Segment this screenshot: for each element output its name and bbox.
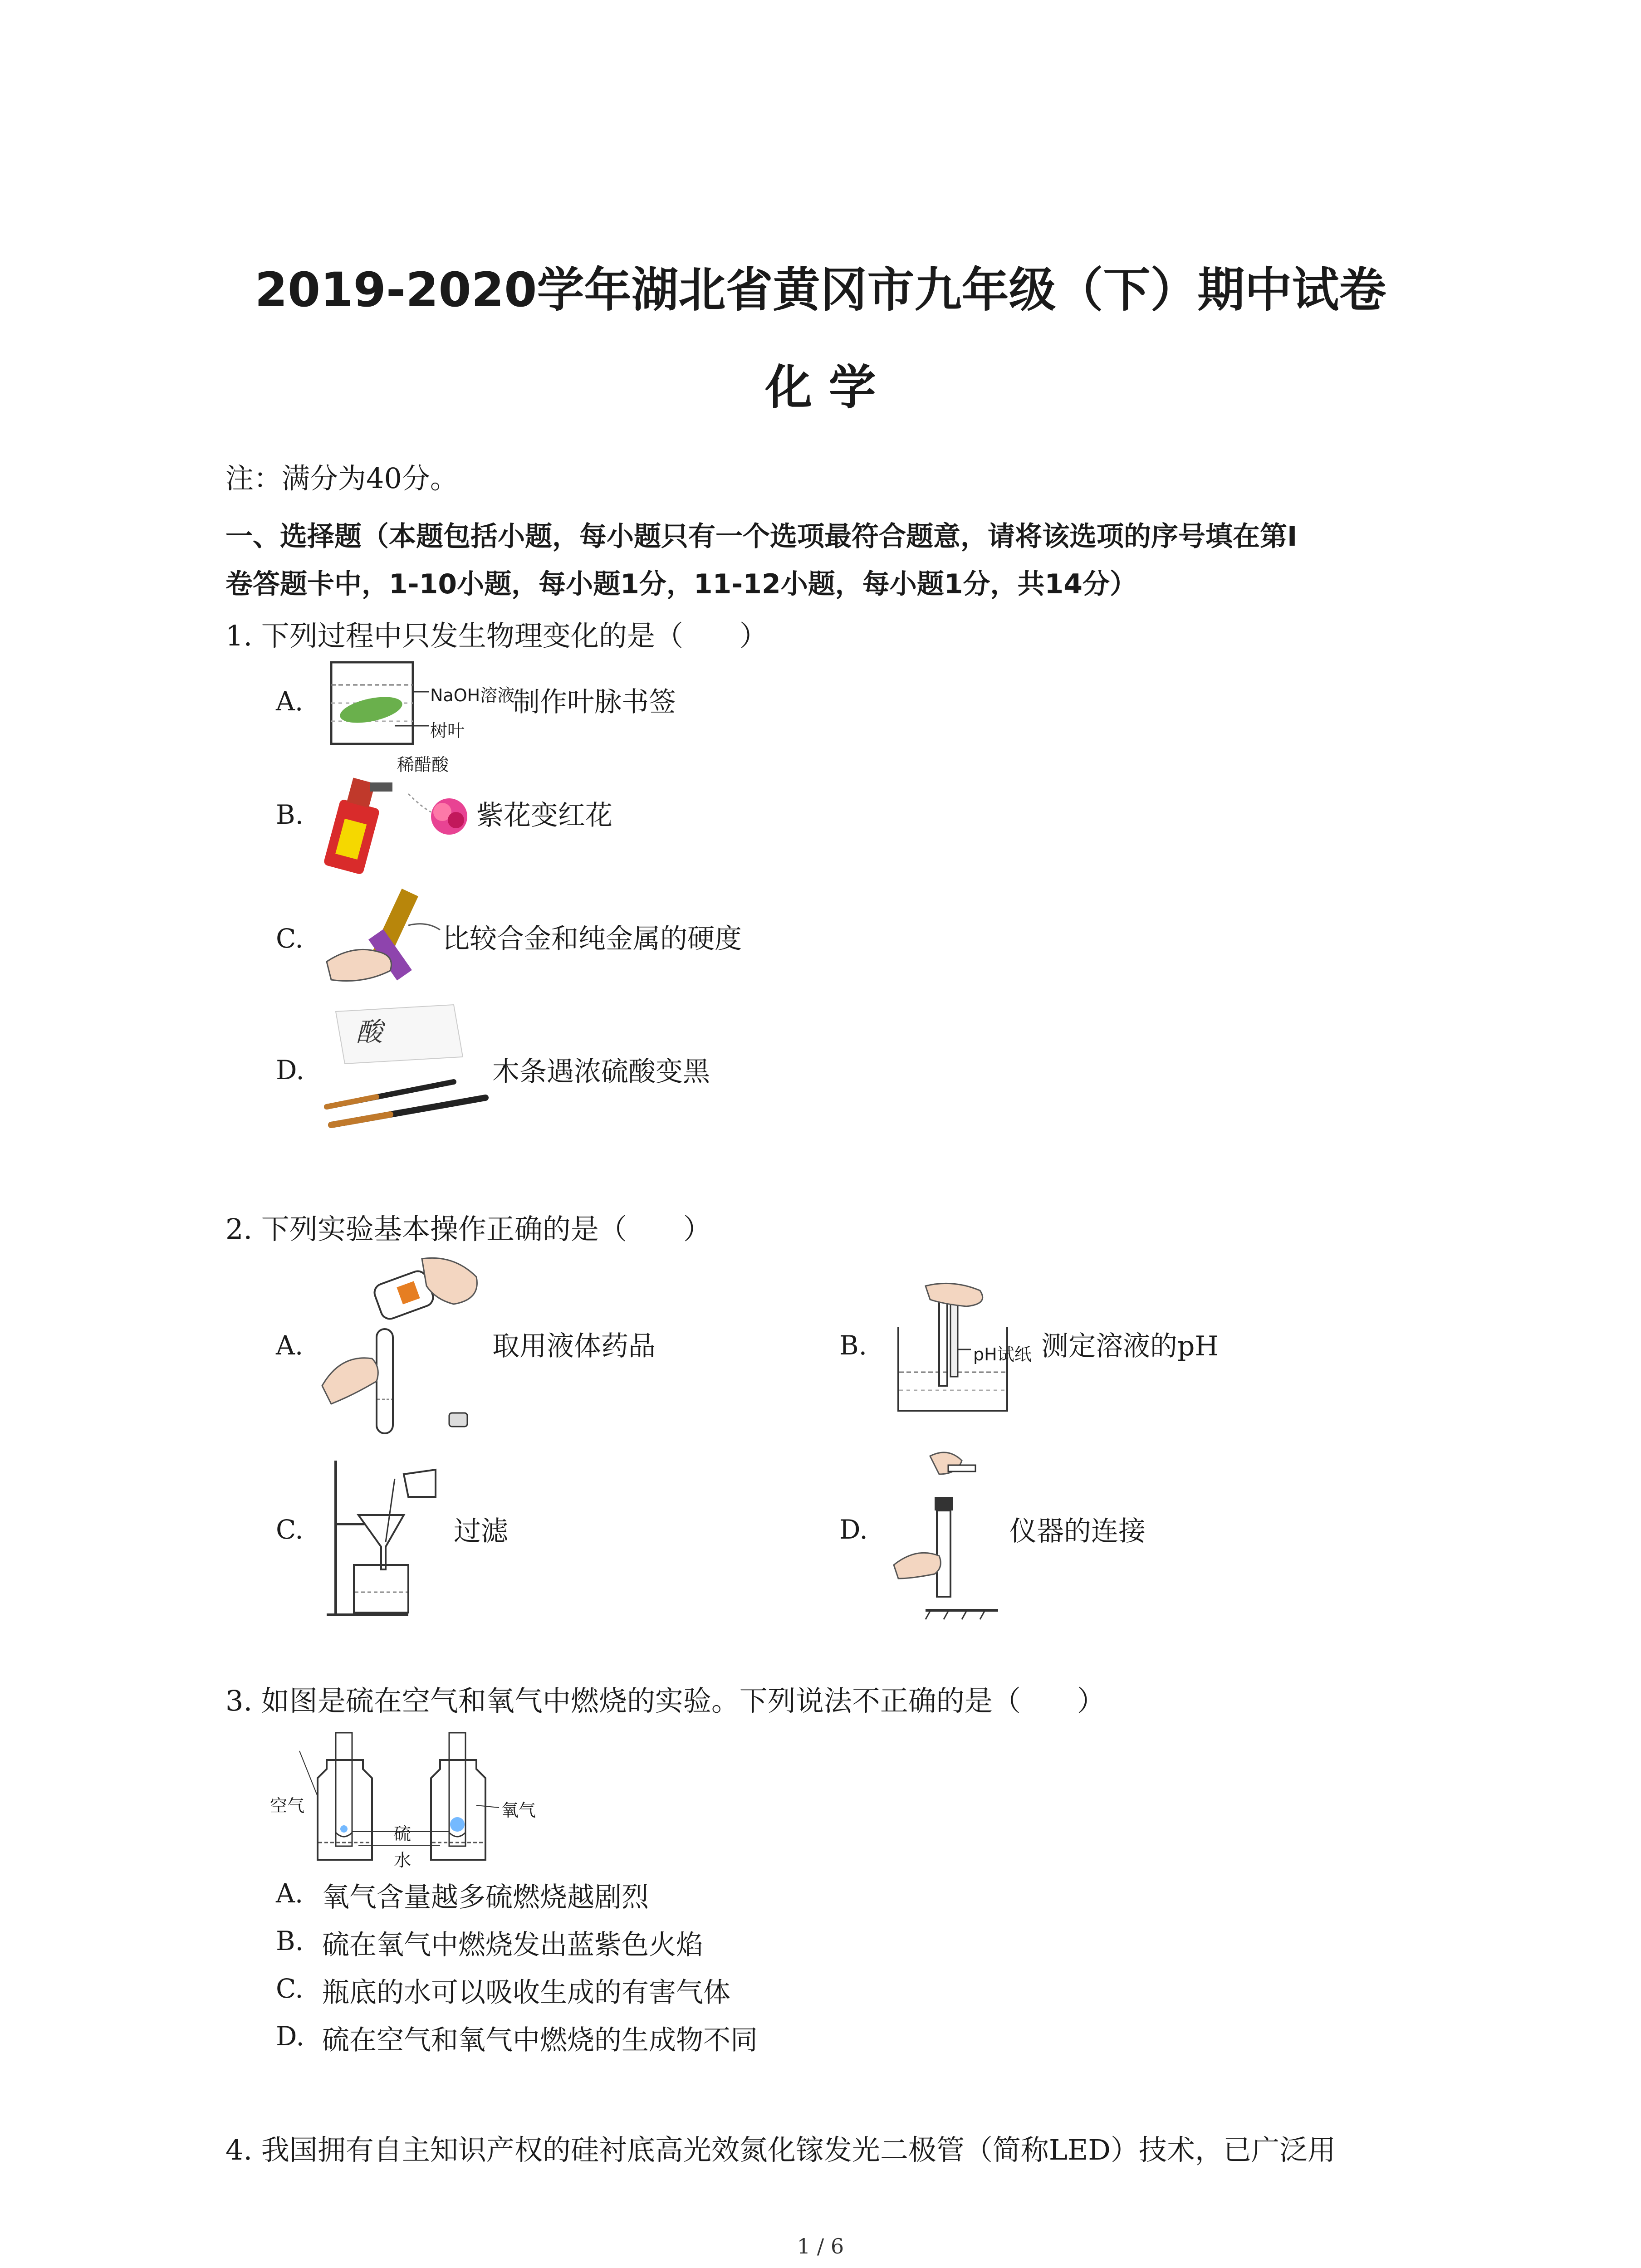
q1-option-a-text: 制作叶脉书签 — [513, 686, 676, 718]
q3-option-a-letter: A. — [276, 1878, 304, 1909]
question-1-stem: 1. 下列过程中只发生物理变化的是（ ） — [225, 619, 768, 652]
q1-option-d-letter: D. — [276, 1055, 304, 1085]
q2-option-a-letter: A. — [276, 1330, 304, 1361]
question-4-stem: 4. 我国拥有自主知识产权的硅衬底高光效氮化镓发光二极管（简称LED）技术，已广泛用 — [225, 2133, 1336, 2166]
q1-option-b-letter: B. — [276, 799, 304, 830]
subject-title: 化 学 — [765, 360, 876, 415]
q3-option-b-text: 硫在氧气中燃烧发出蓝紫色火焰 — [322, 1929, 703, 1961]
q2-option-b-letter: B. — [839, 1330, 867, 1361]
page-number: 1 / 6 — [797, 2234, 844, 2258]
q2-option-b-text: 测定溶液的pH — [1041, 1330, 1219, 1362]
q3-option-d-text: 硫在空气和氧气中燃烧的生成物不同 — [322, 2024, 758, 2056]
q2-option-c-text: 过滤 — [454, 1515, 508, 1547]
q3-option-a-text: 氧气含量越多硫燃烧越剧烈 — [322, 1882, 649, 1913]
oxygen-label: 氧气 — [501, 1800, 536, 1820]
q1-option-b-text: 紫花变红花 — [476, 800, 612, 831]
acid-handwriting: 酸 — [356, 1017, 383, 1047]
sulfur-label: 硫 — [394, 1824, 411, 1844]
q1-option-d-text: 木条遇浓硫酸变黑 — [492, 1056, 710, 1088]
question-3-stem: 3. 如图是硫在空气和氧气中燃烧的实验。下列说法不正确的是（ ） — [225, 1684, 1105, 1717]
q2-option-a-text: 取用液体药品 — [492, 1330, 656, 1362]
water-label: 水 — [394, 1850, 411, 1870]
score-note: 注：满分为40分。 — [225, 462, 458, 495]
air-label: 空气 — [270, 1796, 305, 1816]
wood-sticks-figure — [318, 1002, 508, 1139]
q1-option-c-text: 比较合金和纯金属的硬度 — [442, 923, 742, 955]
section-heading-line1: 一、选择题（本题包括小题，每小题只有一个选项最符合题意，请将该选项的序号填在第Ⅰ — [225, 521, 1298, 552]
q3-option-b-letter: B. — [276, 1926, 304, 1956]
q2-option-d-text: 仪器的连接 — [1009, 1515, 1146, 1547]
leaf-label: 树叶 — [430, 721, 465, 741]
q3-option-d-letter: D. — [276, 2021, 304, 2052]
vinegar-label: 稀醋酸 — [397, 755, 449, 775]
q2-option-c-letter: C. — [276, 1514, 304, 1545]
q2-option-d-letter: D. — [839, 1514, 868, 1545]
q3-option-c-letter: C. — [276, 1973, 304, 2004]
pour-liquid-figure — [318, 1250, 490, 1449]
filtration-figure — [318, 1452, 454, 1624]
page-title: 2019-2020学年湖北省黄冈市九年级（下）期中试卷 — [255, 262, 1386, 318]
metal-scratch-figure — [318, 885, 454, 993]
section-heading-line2: 卷答题卡中，1-10小题，每小题1分，11-12小题，每小题1分，共14分） — [225, 568, 1137, 600]
question-2-stem: 2. 下列实验基本操作正确的是（ ） — [225, 1212, 711, 1246]
q1-option-c-letter: C. — [276, 923, 304, 954]
spray-bottle-figure — [318, 767, 481, 875]
q1-option-a-letter: A. — [276, 686, 304, 717]
ph-paper-label: pH试纸 — [973, 1344, 1032, 1364]
q3-option-c-text: 瓶底的水可以吸收生成的有害气体 — [322, 1977, 730, 2009]
apparatus-connect-figure — [889, 1447, 1025, 1628]
naoh-label: NaOH溶液 — [430, 685, 515, 705]
